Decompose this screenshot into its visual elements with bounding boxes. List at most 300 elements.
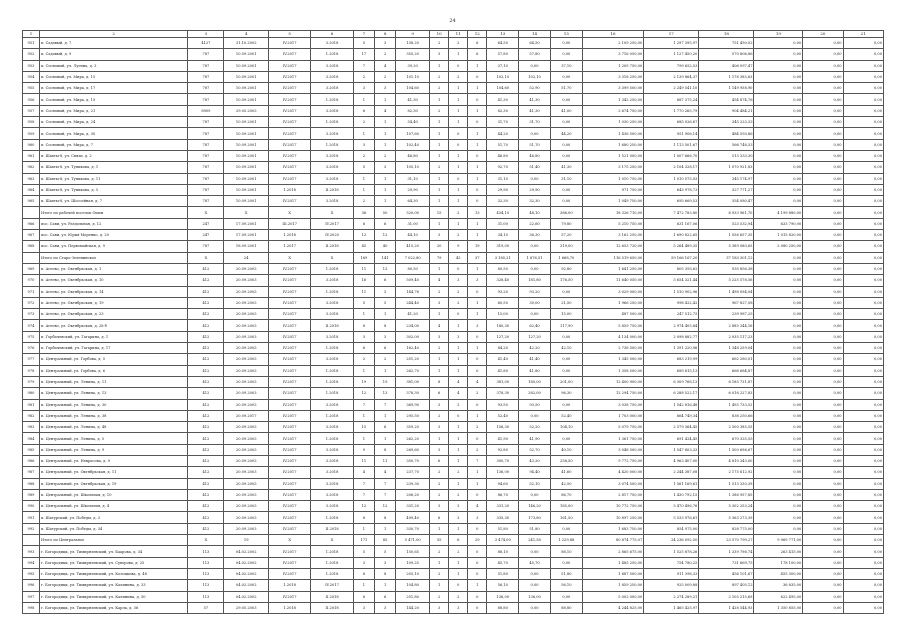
table-cell: 993 <box>23 546 40 557</box>
table-cell: 1 687 500,00 <box>582 568 644 579</box>
address-cell: п. Центральный, ул. Некрасова, д. 9 <box>39 455 187 466</box>
table-cell: IV.2017 <box>268 105 310 116</box>
table-cell: 3 <box>353 557 374 568</box>
table-cell: 04.02.2002 <box>224 546 269 557</box>
header-cell: 20 <box>803 31 843 38</box>
table-cell: 998 <box>23 602 40 613</box>
table-cell: 1 <box>430 557 449 568</box>
table-cell: 10.09.2001 <box>224 196 269 207</box>
table-cell: 295,50 <box>396 410 430 421</box>
table-cell: 5 225 578,56 <box>699 275 754 286</box>
table-cell: 3 <box>374 286 395 297</box>
table-row <box>23 263 884 274</box>
table-cell: 0,00 <box>843 444 883 455</box>
table-cell: 1 <box>430 196 449 207</box>
table-cell: 2 <box>449 38 468 49</box>
table-cell: 3.2018 <box>311 173 353 184</box>
table-cell: 41,30 <box>396 94 430 105</box>
header-cell: 9 <box>396 31 430 38</box>
table-cell: 0 <box>449 410 468 421</box>
table-cell: 0,00 <box>803 557 843 568</box>
table-cell: 10.09.2001 <box>224 49 269 60</box>
table-cell: 975 <box>23 331 40 342</box>
table-cell: 2 104 328,17 <box>644 162 699 173</box>
table-cell: 1 <box>449 444 468 455</box>
table-cell: 3 318 250,00 <box>582 71 644 82</box>
table-cell: 39,20 <box>396 60 430 71</box>
header-cell: 6 <box>311 31 353 38</box>
table-cell: 1 <box>430 433 449 444</box>
table-cell: 0,00 <box>803 354 843 365</box>
table-cell: 31.10.2002 <box>224 38 269 49</box>
table-cell: 3 <box>353 602 374 613</box>
table-cell: 754 780,25 <box>644 557 699 568</box>
table-cell: 1 <box>449 523 468 534</box>
table-cell: 29.05.2003 <box>224 105 269 116</box>
table-cell: 0,00 <box>803 467 843 478</box>
table-cell: 345 174,97 <box>699 173 754 184</box>
table-cell: 0,00 <box>754 139 803 150</box>
table-cell: 3.2018 <box>311 489 353 500</box>
table-cell: 0,00 <box>843 173 883 184</box>
table-cell: 0,00 <box>754 501 803 512</box>
table-cell: 96,30 <box>550 388 582 399</box>
table-cell: 0,00 <box>754 455 803 466</box>
table-cell: 1 <box>468 162 487 173</box>
table-cell: 1 <box>353 365 374 376</box>
table-cell: 0,00 <box>843 410 883 421</box>
table-cell: 52,10 <box>519 478 551 489</box>
table-cell: 247 512,75 <box>644 309 699 320</box>
table-cell: 2 244 387,08 <box>644 467 699 478</box>
table-cell: 22,60 <box>519 218 551 229</box>
table-cell: 1 <box>449 422 468 433</box>
table-cell: 0,00 <box>803 196 843 207</box>
table-cell: 3.2018 <box>311 501 353 512</box>
table-cell: 0,00 <box>803 230 843 241</box>
table-cell: 985 <box>23 444 40 455</box>
address-cell: п. Центральный, ул. Ленина, д. 9 <box>39 444 187 455</box>
table-cell: 1 350 855,00 <box>754 602 803 613</box>
table-cell: 94,60 <box>487 478 519 489</box>
table-cell: 0,00 <box>754 38 803 49</box>
table-cell: 965 <box>23 196 40 207</box>
table-cell: 319,00 <box>487 241 519 252</box>
table-cell: 1 <box>430 139 449 150</box>
table-cell: 2 <box>430 478 449 489</box>
table-cell: 31,10 <box>487 173 519 184</box>
table-cell: 0 <box>468 354 487 365</box>
address-cell: г. Богородицк, ул. Тимирязевский, ул. Суворова, д. 25 <box>39 557 187 568</box>
table-cell: 1 <box>430 150 449 161</box>
table-cell: 995 <box>23 568 40 579</box>
address-cell: Итого по Центральное <box>39 535 187 546</box>
table-cell: 10.09.2001 <box>224 117 269 128</box>
table-cell: 1 510 902,96 <box>644 286 699 297</box>
table-cell: 412 <box>188 444 224 455</box>
table-cell: 2 <box>449 71 468 82</box>
table-cell: 3.2018 <box>311 331 353 342</box>
table-cell: IV.2017 <box>268 489 310 500</box>
table-cell: 37 183 301,12 <box>699 252 754 263</box>
table-row <box>23 602 884 613</box>
table-cell: 10.09.2001 <box>224 150 269 161</box>
table-cell: 41,30 <box>487 94 519 105</box>
table-cell: 0,00 <box>754 60 803 71</box>
table-cell: 415,20 <box>396 241 430 252</box>
table-cell: 2 175 612,92 <box>699 467 754 478</box>
table-cell: 3.2018 <box>311 309 353 320</box>
table-cell: 48,10 <box>519 207 551 218</box>
table-cell: 101,10 <box>396 71 430 82</box>
table-cell: 12 <box>353 388 374 399</box>
table-cell: 0,00 <box>803 422 843 433</box>
table-cell: 1.2018 <box>268 230 310 241</box>
table-cell: 5 859 750,00 <box>582 320 644 331</box>
table-cell: II.2018 <box>311 320 353 331</box>
table-cell: 631 167,06 <box>644 218 699 229</box>
table-row <box>23 388 884 399</box>
table-cell: IV.2017 <box>268 173 310 184</box>
table-cell: 1 <box>374 196 395 207</box>
header-cell: 3 <box>188 31 224 38</box>
table-cell: 1 149 958,90 <box>699 83 754 94</box>
table-cell: 0,00 <box>754 433 803 444</box>
table-cell: IV.2017 <box>268 399 310 410</box>
table-cell: 6 <box>374 591 395 602</box>
table-cell: 0,00 <box>519 410 551 421</box>
table-cell: 8909 <box>188 105 224 116</box>
table-cell: 0,00 <box>803 546 843 557</box>
table-cell: 4 <box>468 501 487 512</box>
table-cell: 378,30 <box>396 388 430 399</box>
table-cell: 787 <box>188 139 224 150</box>
table-cell: 93,50 <box>487 399 519 410</box>
table-cell: 0,00 <box>754 252 803 263</box>
table-cell: 0,00 <box>803 71 843 82</box>
table-cell: 51,80 <box>487 568 519 579</box>
table-cell: 0 <box>468 365 487 376</box>
table-cell: 799 652,53 <box>644 60 699 71</box>
table-cell: 1.2018 <box>311 410 353 421</box>
table-cell: 0,00 <box>843 105 883 116</box>
table-cell: IV.2017 <box>268 467 310 478</box>
table-cell: 805 393,62 <box>644 263 699 274</box>
table-cell: 262,70 <box>396 365 430 376</box>
table-cell: 4 420 000,00 <box>582 467 644 478</box>
address-cell: п. Агеево, ул. Октябрьская, д. 23 <box>39 309 187 320</box>
table-cell: 10 772 750,00 <box>582 501 644 512</box>
table-cell: 970 <box>23 275 40 286</box>
table-cell: 983 <box>23 422 40 433</box>
table-cell: 956 <box>23 94 40 105</box>
table-cell: 141 <box>374 252 395 263</box>
table-row <box>23 49 884 60</box>
table-cell: IV.2017 <box>268 331 310 342</box>
table-cell: 12 653 720,00 <box>582 241 644 252</box>
table-cell: 1 525 878,26 <box>644 546 699 557</box>
table-cell: 1 <box>449 94 468 105</box>
table-cell: 0,00 <box>519 568 551 579</box>
table-cell: 0,00 <box>754 196 803 207</box>
address-cell: п. Центральный, ул. Ленина, д. 30 <box>39 399 187 410</box>
table-cell: 1 465 425,97 <box>644 602 699 613</box>
table-cell: 2 274 289,21 <box>644 591 699 602</box>
table-cell: 1 <box>449 568 468 579</box>
table-row <box>23 117 884 128</box>
table-cell: 5 302 253,24 <box>699 501 754 512</box>
table-cell: 1.2018 <box>311 263 353 274</box>
table-cell: 0,00 <box>843 489 883 500</box>
table-cell: 162,40 <box>396 343 430 354</box>
table-cell: 10.09.2001 <box>224 60 269 71</box>
table-cell: 2 <box>468 422 487 433</box>
table-cell: 1 859 250,00 <box>582 580 644 591</box>
table-cell: 0,00 <box>550 354 582 365</box>
table-cell: 2 <box>449 297 468 308</box>
table-cell: 1 <box>374 433 395 444</box>
table-cell: 57,80 <box>519 49 551 60</box>
table-cell: 0,00 <box>754 354 803 365</box>
table-cell: IV.2017 <box>268 422 310 433</box>
table-cell: 0,00 <box>803 218 843 229</box>
table-cell: 1.2018 <box>311 49 353 60</box>
table-cell: 4127 <box>188 38 224 49</box>
table-cell: 1 <box>449 83 468 94</box>
table-cell: 1 <box>374 365 395 376</box>
table-cell: 787 <box>188 150 224 161</box>
table-cell: 1 <box>468 580 487 591</box>
table-cell: 0,00 <box>754 173 803 184</box>
total-row <box>23 535 884 546</box>
address-cell: п. Сосновый, ул. Мира, д. 19 <box>39 94 187 105</box>
table-cell: 4 <box>374 467 395 478</box>
table-cell: 3 <box>430 331 449 342</box>
table-cell: 1 <box>374 309 395 320</box>
table-cell: 1 683 750,00 <box>582 523 644 534</box>
table-cell: 82,30 <box>396 105 430 116</box>
table-cell: 36 <box>353 207 374 218</box>
table-cell: 1.2018 <box>311 433 353 444</box>
table-cell: 3.2018 <box>311 478 353 489</box>
table-cell: 93,20 <box>487 286 519 297</box>
table-row <box>23 230 884 241</box>
table-cell: IV.2017 <box>268 455 310 466</box>
table-cell: IV.2017 <box>268 512 310 523</box>
table-cell: 7 <box>374 478 395 489</box>
table-cell: 3 <box>430 444 449 455</box>
table-cell: 31,10 <box>550 173 582 184</box>
header-cell: 13 <box>487 31 519 38</box>
table-cell: 981 <box>23 399 40 410</box>
table-cell: 1 <box>449 557 468 568</box>
table-cell: 102,40 <box>396 139 430 150</box>
table-cell: 0,00 <box>803 297 843 308</box>
table-cell: IV.2017 <box>268 546 310 557</box>
address-cell: п. Сосновый, ул. Лугина, д. 3 <box>39 60 187 71</box>
table-cell: 37,10 <box>550 60 582 71</box>
table-cell: 6 933 961,70 <box>699 207 754 218</box>
table-cell: 412 <box>188 523 224 534</box>
table-cell: 787 <box>188 184 224 195</box>
header-cell: 11 <box>449 31 468 38</box>
table-cell: 30,00 <box>519 297 551 308</box>
table-cell: 51,80 <box>550 568 582 579</box>
table-cell: 0,00 <box>550 433 582 444</box>
table-cell: IV.2017 <box>311 580 353 591</box>
table-cell: 20.09.2003 <box>224 467 269 478</box>
table-cell: 3 <box>430 501 449 512</box>
table-cell: 0,00 <box>843 478 883 489</box>
table-cell: 2 <box>430 489 449 500</box>
total-row <box>23 207 884 218</box>
table-cell: 0,00 <box>843 150 883 161</box>
table-cell: 258,50 <box>550 455 582 466</box>
table-cell: 751 450,02 <box>699 38 754 49</box>
table-row <box>23 343 884 354</box>
table-cell: 6 <box>353 343 374 354</box>
table-cell: 41,00 <box>550 105 582 116</box>
header-cell: 21 <box>843 31 883 38</box>
table-cell: 2 <box>449 591 468 602</box>
table-cell: 911 398,33 <box>644 568 699 579</box>
table-cell: 1.2018 <box>311 365 353 376</box>
header-cell: 12 <box>468 31 487 38</box>
table-cell: 2 <box>374 150 395 161</box>
table-cell: 3 <box>430 422 449 433</box>
table-cell: 1 495 733,52 <box>699 399 754 410</box>
table-cell: 960 <box>23 139 40 150</box>
data-table <box>22 30 884 614</box>
table-row <box>23 546 884 557</box>
table-cell: 1 770 265,79 <box>644 105 699 116</box>
table-cell: 3 <box>449 602 468 613</box>
header-row <box>23 31 884 38</box>
table-cell: 0,00 <box>803 309 843 320</box>
table-cell: 1 361 750,00 <box>582 433 644 444</box>
table-cell: 1 542 816,48 <box>644 399 699 410</box>
table-cell: 0,00 <box>803 60 843 71</box>
table-row <box>23 173 884 184</box>
table-row <box>23 309 884 320</box>
table-cell: IV.2017 <box>268 297 310 308</box>
address-cell: Итого по Старо-Зеленинское <box>39 252 187 263</box>
table-cell: 643 978,73 <box>644 184 699 195</box>
table-cell: 41,40 <box>487 354 519 365</box>
table-cell: 10.09.2001 <box>224 128 269 139</box>
table-cell: 2 <box>353 354 374 365</box>
table-cell: 0,00 <box>843 207 883 218</box>
table-row <box>23 286 884 297</box>
table-cell: 1.2018 <box>311 94 353 105</box>
table-cell: 41,20 <box>396 309 430 320</box>
table-cell: 0,00 <box>803 38 843 49</box>
table-cell: 04.02.2002 <box>224 591 269 602</box>
table-cell: 36 835,00 <box>754 580 803 591</box>
table-cell: 412 <box>188 286 224 297</box>
table-cell: 64,30 <box>396 196 430 207</box>
table-cell: 56,10 <box>550 580 582 591</box>
table-cell: 0,00 <box>843 467 883 478</box>
table-cell: 37 <box>468 252 487 263</box>
table-cell: 3 <box>430 399 449 410</box>
table-cell: 247 <box>188 218 224 229</box>
table-cell: 4 244 825,00 <box>582 602 644 613</box>
table-cell: 6 <box>430 512 449 523</box>
table-cell: IV.2017 <box>268 309 310 320</box>
table-cell: 5 389 080,65 <box>699 241 754 252</box>
table-cell: 40,10 <box>550 444 582 455</box>
table-cell: 0,00 <box>803 128 843 139</box>
address-cell: п. Агеево, ул. Октябрьская, д. 28 б <box>39 320 187 331</box>
table-cell: 0,00 <box>550 49 582 60</box>
table-cell <box>23 535 40 546</box>
table-cell: 20.09.2003 <box>224 523 269 534</box>
table-cell: 0,00 <box>550 557 582 568</box>
table-cell: 262,20 <box>396 433 430 444</box>
table-cell: 181,80 <box>519 275 551 286</box>
table-cell: 3 <box>353 83 374 94</box>
table-cell: 1 <box>468 139 487 150</box>
table-cell: 0 <box>449 173 468 184</box>
table-cell: 5 470 496,76 <box>644 501 699 512</box>
table-cell: 80 874 775,07 <box>582 535 644 546</box>
table-cell: IV.2017 <box>268 557 310 568</box>
table-cell: IV.2017 <box>268 162 310 173</box>
table-cell: 1 <box>468 60 487 71</box>
table-cell: II.2018 <box>311 523 353 534</box>
table-row <box>23 128 884 139</box>
table-cell: 4 <box>430 320 449 331</box>
table-cell: 412 <box>188 365 224 376</box>
table-cell: 11 <box>374 455 395 466</box>
table-cell: 0,00 <box>519 580 551 591</box>
table-cell: 57 <box>188 602 224 613</box>
table-cell: 20.09.2003 <box>224 343 269 354</box>
table-cell: 41,30 <box>519 105 551 116</box>
table-cell: 412 <box>188 309 224 320</box>
table-cell: 1 <box>468 105 487 116</box>
table-cell: 520,00 <box>396 207 430 218</box>
table-cell: 6 <box>430 455 449 466</box>
table-cell: 9 772 750,00 <box>582 455 644 466</box>
table-cell: 3.2018 <box>311 105 353 116</box>
table-cell: 1 <box>353 173 374 184</box>
table-cell: 80,50 <box>396 263 430 274</box>
header-cell: 18 <box>699 31 754 38</box>
table-cell: 0,00 <box>803 331 843 342</box>
table-cell: 1 <box>374 94 395 105</box>
table-cell: 787 <box>188 241 224 252</box>
table-cell: 45,70 <box>487 557 519 568</box>
header-cell: 19 <box>754 31 803 38</box>
table-cell: 0,00 <box>550 94 582 105</box>
table-cell: 2 <box>430 546 449 557</box>
table-cell: 0,00 <box>803 241 843 252</box>
table-row <box>23 354 884 365</box>
table-cell: 996 <box>23 580 40 591</box>
table-cell: 20.09.2003 <box>224 263 269 274</box>
table-cell: 6 <box>468 38 487 49</box>
table-cell: 138,20 <box>396 38 430 49</box>
table-cell: 5 264 489,35 <box>644 241 699 252</box>
table-cell: 20.09.2003 <box>224 309 269 320</box>
table-cell: 1 500 696,67 <box>699 444 754 455</box>
table-cell: 104,60 <box>396 83 430 94</box>
table-cell: IV.2017 <box>268 49 310 60</box>
table-cell: 84,20 <box>487 343 519 354</box>
table-cell: 331,20 <box>396 501 430 512</box>
